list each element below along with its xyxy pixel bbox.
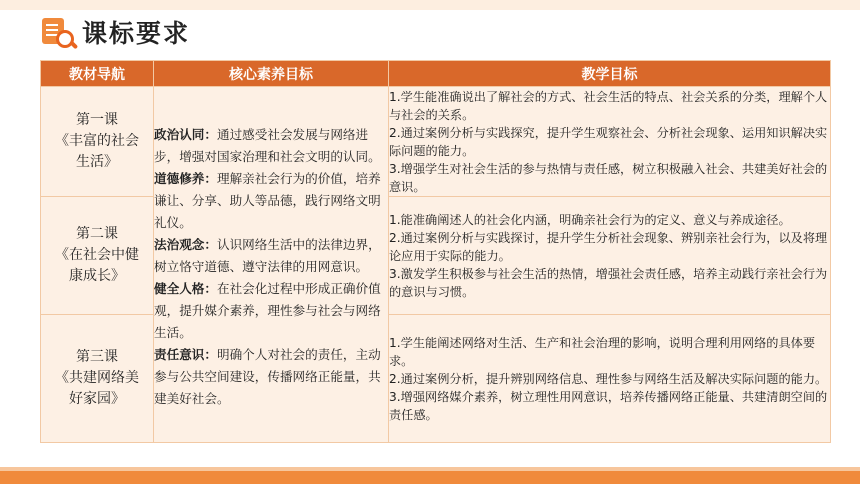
lesson-cell	[41, 315, 154, 443]
literacy-item	[154, 168, 388, 234]
literacy-item	[154, 278, 388, 344]
goal-item: 1.学生能准确说出了解社会的方式、社会生活的特点、社会关系的分类，理解个人与社会的关系。	[389, 89, 828, 122]
goal-item: 1.学生能阐述网络对生活、生产和社会治理的影响，说明合理利用网络的具体要求。	[389, 335, 816, 368]
literacy-text: 通过感受社会发展与网络进步，增强对国家治理和社会文明的认同。	[154, 126, 381, 164]
literacy-key: 道德修养：	[154, 170, 217, 186]
literacy-item	[154, 124, 388, 168]
goal-item: 1.能准确阐述人的社会化内涵，明确亲社会行为的定义、意义与养成途径。	[389, 212, 791, 227]
goal-item: 3.增强网络媒介素养，树立理性用网意识，培养传播网络正能量、共建清朗空间的责任感。	[389, 389, 828, 422]
goals-cell	[389, 315, 831, 443]
literacy-cell	[154, 87, 389, 443]
goal-item: 2.通过案例分析与实践探讨，提升学生分析社会现象、辨别亲社会行为，以及将理论应用于实际的能力。	[389, 230, 828, 263]
goals-cell	[389, 87, 831, 197]
literacy-text: 理解亲社会行为的价值，培养谦让、分享、助人等品德，践行网络文明礼仪。	[154, 170, 381, 230]
literacy-text: 认识网络生活中的法律边界，树立恪守道德、遵守法律的用网意识。	[154, 236, 381, 274]
goal-item: 2.通过案例分析与实践探究，提升学生观察社会、分析社会现象、运用知识解决实际问题的能力。	[389, 125, 828, 158]
bottom-band	[0, 471, 860, 484]
literacy-text: 明确个人对社会的责任，主动参与公共空间建设，传播网络正能量，共建美好社会。	[154, 346, 381, 406]
header-core-literacy: 核心素养目标	[154, 61, 389, 87]
literacy-item	[154, 344, 388, 410]
table-header-row	[41, 61, 831, 87]
document-search-icon	[40, 14, 76, 50]
lesson-cell	[41, 87, 154, 197]
literacy-key: 健全人格：	[154, 280, 217, 296]
lesson-cell	[41, 197, 154, 315]
goal-item: 3.增强学生对社会生活的参与热情与责任感，树立积极融入社会、共建美好社会的意识。	[389, 161, 828, 194]
lesson-name: 第一课 《丰富的社会 生活》	[55, 112, 139, 170]
header-textbook-nav: 教材导航	[41, 61, 154, 87]
goals-cell	[389, 197, 831, 315]
top-band	[0, 0, 860, 10]
header-teaching-goals: 教学目标	[389, 61, 831, 87]
page-header	[40, 12, 190, 52]
table-row	[41, 87, 831, 197]
lesson-name: 第三课 《共建网络美 好家园》	[55, 349, 139, 407]
literacy-key: 政治认同：	[154, 126, 217, 142]
page-title: 课标要求	[82, 19, 191, 48]
goal-item: 3.激发学生积极参与社会生活的热情，增强社会责任感，培养主动践行亲社会行为的意识与习惯。	[389, 266, 828, 299]
literacy-key: 法治观念：	[154, 236, 217, 252]
curriculum-table	[40, 60, 831, 443]
lesson-name: 第二课 《在社会中健 康成长》	[55, 226, 139, 284]
literacy-text: 在社会化过程中形成正确价值观，提升媒介素养，理性参与社会与网络生活。	[154, 280, 381, 340]
literacy-item	[154, 234, 388, 278]
literacy-key: 责任意识：	[154, 346, 217, 362]
goal-item: 2.通过案例分析，提升辨别网络信息、理性参与网络生活及解决实际问题的能力。	[389, 371, 828, 386]
